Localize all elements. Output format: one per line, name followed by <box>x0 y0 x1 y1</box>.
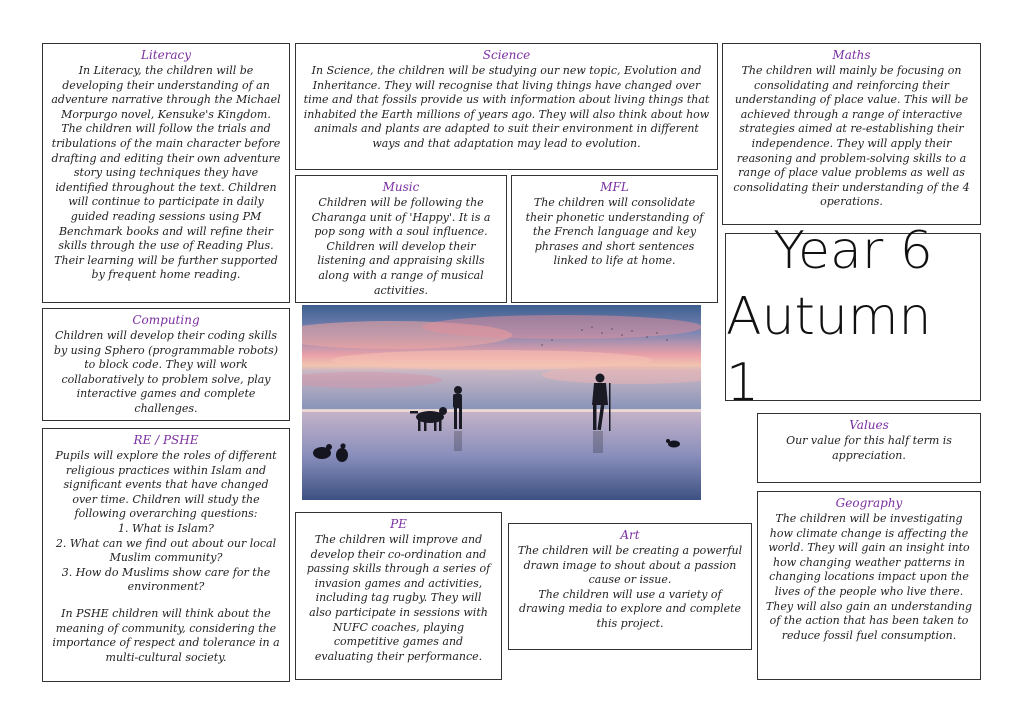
re-pshe-question: 1. What is Islam? <box>118 521 214 535</box>
re-pshe-question: 2. What can we find out about our local Muslim community? <box>55 536 277 565</box>
re-pshe-intro: Pupils will explore the roles of different religious practices within Islam and significant events that have changed over time. Children will study the following overarching questions: <box>55 449 277 521</box>
re-pshe-question: 3. How do Muslims show care for the environment? <box>61 565 271 594</box>
values-panel <box>757 413 981 483</box>
values-text: Our value for this half term is appreciation. <box>786 434 952 462</box>
computing-title: Computing <box>132 313 200 327</box>
music-title: Music <box>382 180 420 194</box>
literacy-panel <box>42 43 290 303</box>
heading-term: Autumn 1 <box>726 287 932 413</box>
art-text: The children will be creating a powerful drawn image to shout about a passion cause or issue. <box>517 544 743 587</box>
computing-panel <box>42 308 290 421</box>
science-title: Science <box>482 48 531 62</box>
literacy-title: Literacy <box>140 48 192 62</box>
art-title: Art <box>620 528 640 542</box>
pshe-text: In PSHE children will think about the meaning of community, considering the importance of respect and tolerance in a multi-cultural society. <box>52 606 280 664</box>
computing-text: Children will develop their coding skills by using Sphero (programmable robots) to block code. They will work collaboratively to problem solve, play interactive games and complete challenges. <box>53 329 279 415</box>
pe-text: The children will improve and develop their co-ordination and passing skills through a series of invasion games and activities, including tag rugby. They will also participate in sessions with NUFC coaches, playing competitive games and evaluating their performance. <box>306 533 491 663</box>
heading-year: Year 6 <box>773 221 933 281</box>
art-panel <box>508 523 752 650</box>
pe-panel <box>295 512 502 680</box>
art-text-2: The children will use a variety of drawing media to explore and complete this project. <box>518 587 742 630</box>
science-panel <box>295 43 718 170</box>
geography-title: Geography <box>835 496 903 510</box>
mfl-text: The children will consolidate their phonetic understanding of the French language and key phrases and short sentences linked to life at home. <box>525 196 704 268</box>
maths-panel <box>722 43 981 225</box>
music-text: Children will be following the Charanga unit of 'Happy'. It is a pop song with a soul influence. Children will develop their listening and appraising skills along with a range of musical activities. <box>311 196 491 297</box>
re-pshe-title: RE / PSHE <box>133 433 199 447</box>
mfl-title: MFL <box>600 180 629 194</box>
term-heading-panel <box>725 221 981 413</box>
beach-sunset-photo <box>302 305 701 500</box>
values-title: Values <box>849 418 889 432</box>
pe-title: PE <box>390 517 407 531</box>
re-pshe-panel <box>42 428 290 682</box>
geography-panel <box>757 491 981 680</box>
mfl-panel <box>511 175 718 303</box>
music-panel <box>295 175 507 303</box>
maths-text: The children will mainly be focusing on consolidating and reinforcing their understanding of place value. This will be achieved through a range of interactive strategies aimed at re-establishing their independence. They will apply their reasoning and problem-solving skills to a range of place value problems as well as consolidating their understanding of the 4 operations. <box>733 64 970 209</box>
science-text: In Science, the children will be studying our new topic, Evolution and Inheritance. They will recognise that living things have changed over time and that fossils provide us with information about living things that inhabited the Earth millions of years ago. They will also think about how animals and plants are adapted to suit their environment in different ways and that adaptation may lead to evolution. <box>303 64 710 150</box>
geography-text: The children will be investigating how climate change is affecting the world. They will gain an insight into how changing weather patterns in changing locations impact upon the lives of the people who live there. They will also gain an understanding of the action that has been taken to reduce fossil fuel consumption. <box>765 512 973 642</box>
literacy-text: In Literacy, the children will be developing their understanding of an adventure narrative through the Michael Morpurgo novel, Kensuke's Kingdom. The children will follow the trials and tribulations of the main character before drafting and editing their own adventure story using techniques they have identified throughout the text. Children will continue to participate in daily guided reading sessions using PM Benchmark books and will refine their skills through the use of Reading Plus. Their learning will be further supported by frequent home reading. <box>51 64 281 282</box>
maths-title: Maths <box>832 48 871 62</box>
